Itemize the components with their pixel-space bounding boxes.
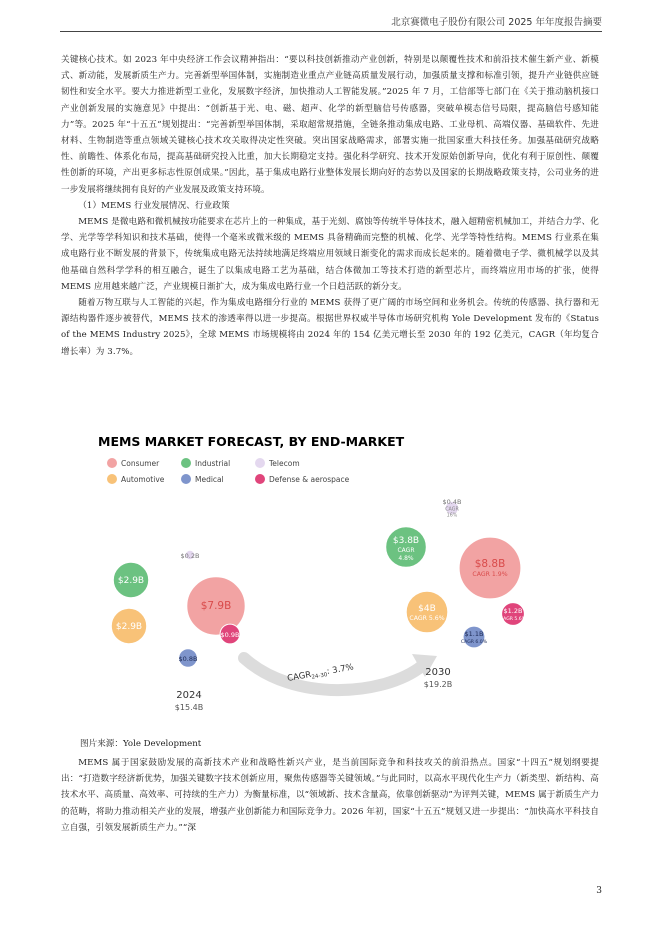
bubbles-2024 [111,550,245,667]
legend-swatch-consumer [107,458,117,468]
bubble-2024-industrial-value-label: $2.9B [117,576,145,586]
legend-label-defense-aerospace: Defense & aerospace [269,475,350,484]
legend-swatch-medical [181,474,191,484]
figure-caption: 图片来源：Yole Development [80,739,202,749]
bubble-2030-defense-aerospace-value-label: $1.2B [503,607,523,615]
bubble-2024-defense-aerospace-value-label: $0.9B [220,631,240,639]
legend-label-consumer: Consumer [121,459,160,468]
paragraph-policy: 关键核心技术。如 2023 年中央经济工作会议精神指出：“要以科技创新推动产业创新，特别是以颠覆性技术和前沿技术催生新产业、新模式、新动能，发展新质生产力。完善新型举国体制，实施制造业重点产业链高质量发展行动，加强质量支撑和标准引领，提升产业链供应链韧性和安全水平。要大力推进新型工业化，发展数字经济，加快推动人工智能发展。”2025 年 7 月，工信部等七部门在《关于推动脑机接口产业创新发展的实施意见》中提出：“创新基于光、电、磁、超声、化学的新型脑信号传感器，突破单模态信号局限，提高脑信号感知能力”等。2025 年“十五五”规划提出：“完善新型举国体制，采取超常规措施，全链条推动集成电路、工业母机、高端仪器、基础软件、先进材料、生物制造等重点领域关键核心技术攻关取得决定性突破。突出国家战略需求，部署实施一批国家重大科技任务。加强基础研究战略性、前瞻性、体系化布局，提高基础研究投入比重，加大长期稳定支持。强化科学研究、技术开发原始创新导向，优化有利于原创性、颠覆性创新的环境，产出更多标志性原创成果。”因此，基于集成电路行业整体发展长期向好的态势以及国家的长期战略政策支持，公司业务的进一步发展将继续拥有良好的产业发展及政策支持环境。 [61,55,599,195]
bubble-2030-telecom-value-label: $0.4B [442,498,462,506]
legend-label-automotive: Automotive [121,475,165,484]
growth-label-sub: 24-30 [311,672,328,681]
bubble-2030-medical-value-label: $1.1B [464,630,484,638]
legend-swatch-defense-aerospace [255,474,265,484]
mems-market-chart [94,428,574,726]
bubble-2024-telecom-value-label: $0.2B [180,552,200,560]
paragraph-mems-market: 随着万物互联与人工智能的兴起，作为集成电路细分行业的 MEMS 获得了更广阔的市场空间和业务机会。传统的传感器、执行器和无源结构器件逐步被替代，MEMS 技术的渗透率得以进一步提高。根据世界权威半导体市场研究机构 Yole Development 发布的《Status of the MEMS Industry 2025》，全球 MEMS 市场规模将由 2024 年的 154 亿美元增长至 2030 年的 192 亿美元，CAGR（年均复合增长率）为 3.7%。 [61,298,599,357]
bubble-2024-automotive-value-label: $2.9B [115,622,143,632]
bubble-2030-defense-aerospace-cagr-label: CAGR 5.6% [499,617,527,622]
year-2030-label: 2030 [425,667,451,678]
year-2024-label: 2024 [176,690,202,701]
legend-label-industrial: Industrial [195,459,231,468]
body-text-upper [61,52,599,360]
paragraph-mems-definition: MEMS 是微电路和微机械按功能要求在芯片上的一种集成，基于光刻、腐蚀等传统半导体技术，融入超精密机械加工，并结合力学、化学、光学等学科知识和技术基础，使得一个毫米或微米级的 MEMS 具备精确而完整的机械、化学、光学等特性结构。MEMS 行业系在集成电路行业不断发展的背景下，传统集成电路无法持续地满足终端应用领域日渐变化的需求而成长起来的。随着微电子学、微机械学以及其他基础自然科学学科的相互融合，诞生了以集成电路工艺为基础，结合体微加工等技术打造的新型芯片，而终端应用市场的扩张，使得 MEMS 应用越来越广泛，产业规模日渐扩大，成为集成电路行业一个日趋活跃的新分支。 [61,217,599,292]
body-text-lower [61,755,599,836]
legend-swatch-automotive [107,474,117,484]
chart-svg [94,428,574,726]
total-2030-label: $19.2B [423,680,453,689]
legend-label-telecom: Telecom [269,459,300,468]
growth-label [287,662,355,685]
chart-title: MEMS MARKET FORECAST, BY END-MARKET [98,434,405,449]
bubble-2030-medical-cagr-label: CAGR 6.0% [460,640,488,645]
bubble-2030-industrial-value-label: $3.8B [392,536,420,546]
svg-text:CAGR24-30: 3.7% [287,662,355,685]
chart-legend [107,458,350,484]
legend-swatch-telecom [255,458,265,468]
bubble-2030-telecom-cagr-label: CAGR [445,507,459,513]
bubble-2024-consumer-value-label: $7.9B [200,600,232,612]
page-number: 3 [596,886,602,896]
legend-label-medical: Medical [195,475,224,484]
page-header: 北京赛微电子股份有限公司 2025 年年度报告摘要 [391,17,602,28]
bubble-2030-industrial-cagr-label: CAGR [397,547,415,554]
header-rule [60,31,602,32]
bubble-2030-automotive-cagr-label: CAGR 5.6% [409,615,445,622]
bubble-2030-telecom-cagr-value: 16% [446,513,458,519]
total-2024-label: $15.4B [174,703,204,712]
growth-label-value: : 3.7% [326,662,355,678]
bubble-2024-medical-value-label: $0.8B [178,655,198,663]
paragraph-mems-policy: MEMS 属于国家鼓励发展的高新技术产业和战略性新兴产业，是当前国际竞争和科技攻关的前沿热点。国家“十四五”规划纲要提出：“打造数字经济新优势，加强关键数字技术创新应用，聚焦传感器等关键领域。”与此同时，以高水平现代化生产力（新类型、新结构、高技术水平、高质量、高效率、可持续的生产力）为衡量标准，以“领域新、技术含量高，依靠创新驱动”为评判关键，MEMS 属于新质生产力的范畴，将助力推动相关产业的发展，增强产业创新能力和国际竞争力。2026 年初，国家“十五五”规划又进一步提出：“加快高水平科技自立自强，引领发展新质生产力。”“深 [61,758,599,833]
growth-label-main: CAGR [286,669,313,684]
bubble-2030-consumer-cagr-label: CAGR 1.9% [472,571,508,578]
bubble-2030-consumer-value-label: $8.8B [474,558,506,570]
bubbles-2030 [386,498,527,648]
section-heading-mems: （1）MEMS 行业发展情况、行业政策 [78,200,230,211]
bubble-2030-automotive-value-label: $4B [418,604,436,614]
legend-swatch-industrial [181,458,191,468]
bubble-2030-industrial-cagr-value: 4.8% [398,555,414,562]
